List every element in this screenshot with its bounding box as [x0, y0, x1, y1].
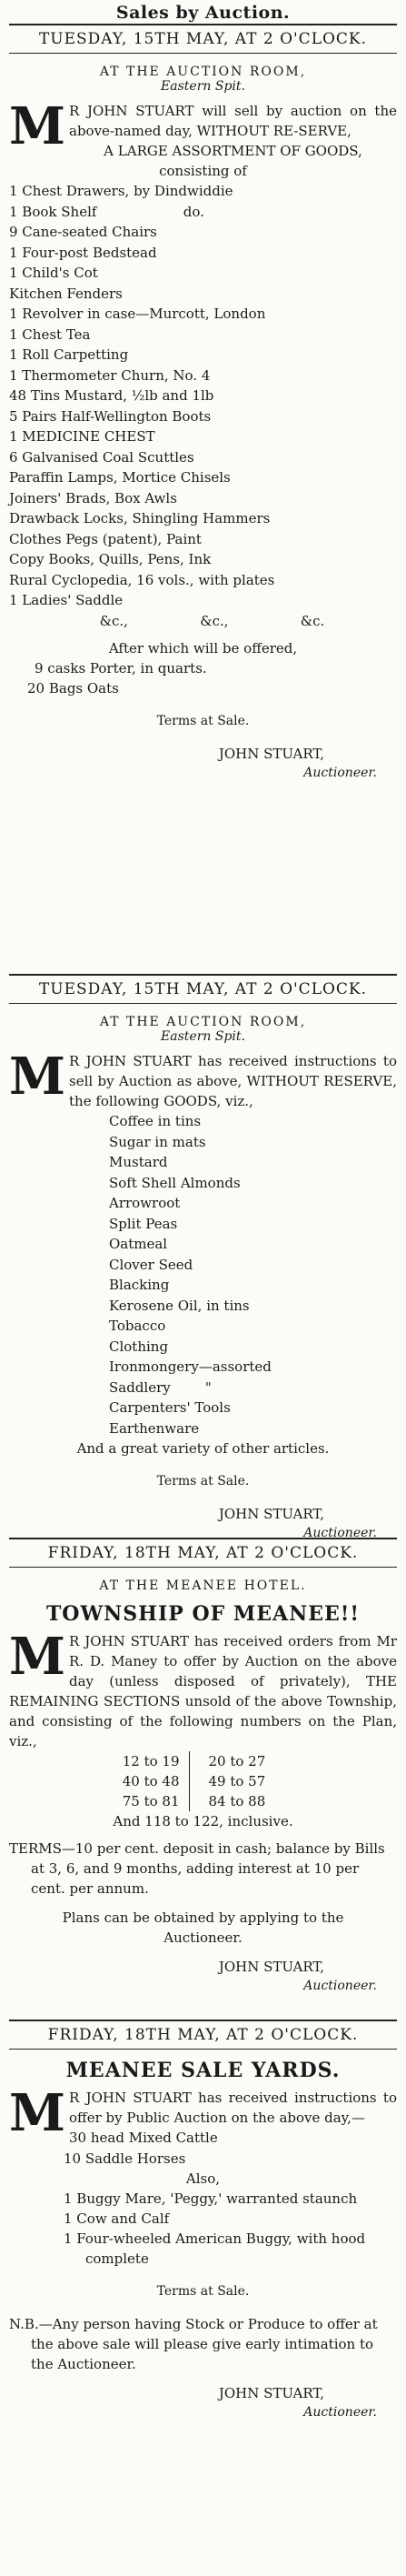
list-item: Clover Seed: [109, 1256, 193, 1273]
list-item: Clothes Pegs (patent), Paint: [9, 530, 202, 547]
list-item: 1 Book Shelf do.: [9, 203, 204, 220]
list-item: Kerosene Oil, in tins: [109, 1297, 250, 1314]
lot-range: 20 to 27: [208, 1753, 266, 1769]
item-list-2: [9, 2189, 397, 2269]
list-item: Saddlery ": [109, 1378, 212, 1396]
list-item: 1 Four-post Bedstead: [9, 244, 157, 261]
list-item: 1 Cow and Calf: [64, 2210, 170, 2227]
lot-range: 75 to 81: [122, 1793, 180, 1809]
ad-venue: AT THE AUCTION ROOM,: [99, 65, 307, 79]
ad-terms: Terms at Sale.: [156, 2284, 250, 2299]
ad-terms-text: TERMS—10 per cent. deposit in cash; balance by Bills at 3, 6, and 9 months, adding interest at 10 per cent. per annum.: [9, 1840, 385, 1897]
drop-cap: M: [9, 96, 65, 156]
list-item: Earthenware: [109, 1419, 200, 1437]
list-item: Kitchen Fenders: [9, 285, 123, 302]
list-item: Carpenters' Tools: [109, 1399, 231, 1416]
list-item: 1 Buggy Mare, 'Peggy,' warranted staunch: [64, 2190, 358, 2207]
signature-title: Auctioneer.: [303, 2405, 377, 2420]
ad-lead: [9, 1627, 397, 1751]
ad-lead-text: R JOHN STUART has received instructions to sell by Auction as above, WITHOUT RESERVE, the following GOODS, viz.,: [69, 1053, 397, 1109]
list-item: Mustard: [109, 1154, 168, 1170]
ad-consisting: consisting of: [159, 163, 247, 179]
list-item: Copy Books, Quills, Pens, Ink: [9, 551, 212, 567]
ad-date: FRIDAY, 18TH MAY, AT 2 O'CLOCK.: [47, 2026, 359, 2044]
ad-headline: TOWNSHIP OF MEANEE!!: [45, 1602, 361, 1626]
signature-title: Auctioneer.: [303, 1526, 377, 1540]
ad-after: After which will be offered,: [108, 639, 298, 657]
signature-name: JOHN STUART,: [218, 745, 324, 762]
ad-terms: Terms at Sale.: [156, 1474, 250, 1488]
ad-3: [9, 1539, 397, 2021]
list-item: 1 Ladies' Saddle: [9, 592, 124, 608]
ad-variety: And a great variety of other articles.: [76, 1440, 330, 1457]
item-list: [9, 181, 397, 611]
list-item: 1 Child's Cot: [9, 265, 98, 281]
lot-range: 40 to 48: [122, 1773, 180, 1789]
signature-title: Auctioneer.: [303, 1979, 377, 1993]
ad-lead-text: R JOHN STUART will sell by auction on the above-named day, WITHOUT RE-SERVE,: [69, 103, 397, 139]
list-item: 48 Tins Mustard, ½lb and 1lb: [9, 387, 214, 404]
ad-1: [9, 25, 397, 976]
list-item: Clothing: [109, 1338, 169, 1355]
lots-left: [62, 1751, 189, 1811]
item-list: [9, 1111, 397, 1438]
list-item: Coffee in tins: [109, 1113, 202, 1129]
ad-terms: Terms at Sale.: [156, 713, 250, 728]
etc-mark: &c.,: [200, 612, 229, 629]
lot-range: 84 to 88: [208, 1793, 266, 1809]
drop-cap: M: [9, 1627, 65, 1687]
list-item: 30 head Mixed Cattle: [69, 2130, 218, 2146]
ad-date: TUESDAY, 15TH MAY, AT 2 O'CLOCK.: [38, 980, 368, 998]
lots-last: And 118 to 122, inclusive.: [113, 1813, 293, 1829]
ad-lead-text: R JOHN STUART has received orders from Mr R. D. Maney to offer by Auction on the above day (unless disposed of privately), THE REMAINING SECTIONS unsold of the above Township, and consisting of the following numbers on the Plan, viz.,: [9, 1633, 397, 1749]
ad-venue: AT THE AUCTION ROOM,: [99, 1015, 307, 1029]
list-item: 5 Pairs Half-Wellington Boots: [9, 407, 212, 425]
list-item: Joiners' Brads, Box Awls: [9, 489, 177, 506]
etc-mark: &c.,: [99, 612, 128, 629]
ad-date: FRIDAY, 18TH MAY, AT 2 O'CLOCK.: [47, 1544, 359, 1562]
list-item: 1 MEDICINE CHEST: [9, 428, 155, 445]
ad-headline: A LARGE ASSORTMENT OF GOODS,: [104, 143, 362, 159]
list-item: Rural Cyclopedia, 16 vols., with plates: [9, 571, 275, 588]
ad-lead-text: R JOHN STUART has received instructions to offer by Public Auction on the above day,—: [69, 2090, 397, 2126]
signature-title: Auctioneer.: [303, 765, 377, 780]
ad-place: Eastern Spit.: [161, 1029, 245, 1044]
list-item: 1 Chest Drawers, by Dindwiddie: [9, 183, 233, 199]
list-item: Arrowroot: [109, 1195, 181, 1211]
lot-range: 12 to 19: [122, 1753, 180, 1769]
list-item: Drawback Locks, Shingling Hammers: [9, 510, 271, 526]
list-item: Paraffin Lamps, Mortice Chisels: [9, 469, 231, 486]
list-item: 1 Thermometer Churn, No. 4: [9, 366, 211, 384]
ad-also: Also,: [185, 2170, 221, 2187]
list-item: 6 Galvanised Coal Scuttles: [9, 448, 194, 466]
item-list: [9, 2128, 397, 2169]
list-item: Ironmongery—assorted: [109, 1358, 272, 1375]
lot-range: 49 to 57: [208, 1773, 266, 1789]
drop-cap: M: [9, 1047, 65, 1107]
list-item: Sugar in mats: [109, 1133, 206, 1150]
masthead: Sales by Auction.: [115, 3, 291, 23]
extra-item: 9 casks Porter, in quarts.: [35, 659, 207, 677]
list-item: 1 Roll Carpetting: [9, 346, 129, 363]
etc-row: [9, 611, 397, 631]
list-item: 1 Four-wheeled American Buggy, with hood complete: [64, 2230, 366, 2267]
ad-headline: MEANEE SALE YARDS.: [65, 2059, 341, 2082]
list-item: Split Peas: [109, 1215, 178, 1232]
list-item: 9 Cane-seated Chairs: [9, 224, 157, 240]
ad-plans: Plans can be obtained by applying to the Auctioneer.: [62, 1909, 344, 1946]
signature-name: JOHN STUART,: [218, 1959, 324, 1975]
list-item: Soft Shell Almonds: [109, 1174, 241, 1191]
list-item: 10 Saddle Horses: [64, 2150, 186, 2167]
ad-lead: [9, 1047, 397, 1111]
ad-place: Eastern Spit.: [161, 79, 245, 94]
list-item: Tobacco: [109, 1318, 166, 1334]
signature-name: JOHN STUART,: [218, 1506, 324, 1522]
lots-right: [209, 1751, 345, 1811]
list-item: Blacking: [109, 1277, 170, 1293]
ad-nb: N.B.—Any person having Stock or Produce to offer at the above sale will please give early intimation to the Auctioneer.: [9, 2316, 378, 2372]
ad-4: [9, 2021, 397, 2549]
extra-item: 20 Bags Oats: [27, 679, 119, 697]
list-item: Oatmeal: [109, 1236, 168, 1252]
ad-2: [9, 976, 397, 1539]
etc-mark: &c.: [300, 612, 325, 629]
list-item: 1 Revolver in case—Murcott, London: [9, 306, 266, 322]
lots-divider: [189, 1751, 209, 1811]
list-item: 1 Chest Tea: [9, 326, 91, 343]
drop-cap: M: [9, 2083, 65, 2143]
ad-date: TUESDAY, 15TH MAY, AT 2 O'CLOCK.: [38, 30, 368, 48]
signature-name: JOHN STUART,: [218, 2385, 324, 2401]
lots-table: [9, 1751, 397, 1811]
ad-venue: AT THE MEANEE HOTEL.: [99, 1579, 307, 1593]
